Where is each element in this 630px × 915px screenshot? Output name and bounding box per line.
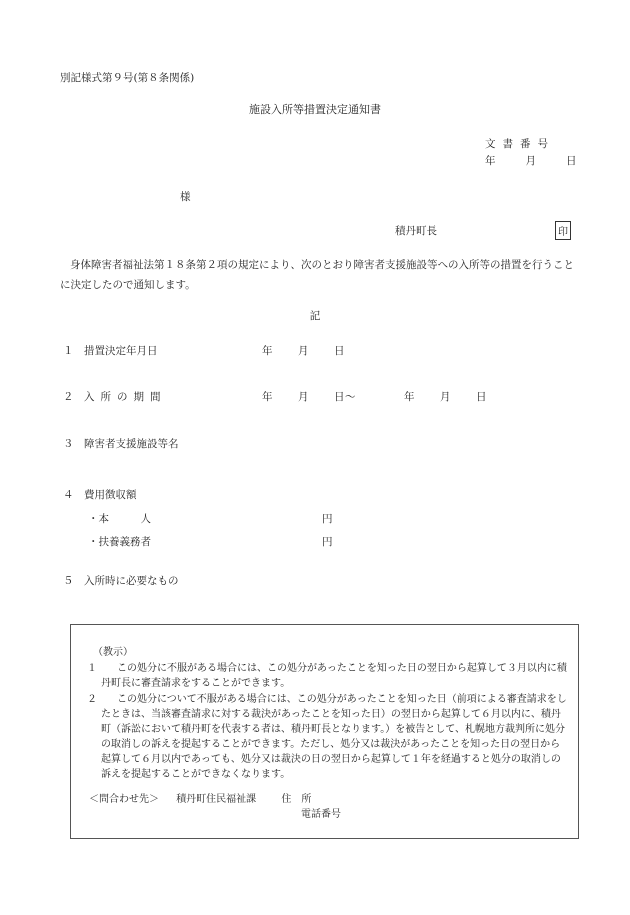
- fee-unit-supporter: 円: [322, 536, 333, 548]
- body-text: 身体障害者福祉法第１８条第２項の規定により、次のとおり障害者支援施設等への入所等の措置を行うことに決定したので通知します。: [60, 259, 574, 291]
- notice-p2-text: この処分について不服がある場合には、この処分があったことを知った日（前項による審査請求をしたときは、当該審査請求に対する裁決があったことを知った日）の翌日から起算して６月以内に、積丹町（訴訟において積丹町を代表する者は、積丹町長となります。）を被告として、札幌地方裁判所に処分の取消しの訴えを提起することができます。ただし、処分又は裁決があったことを知った日の翌日から起算して６月以内であっても、処分又は裁決の日の翌日から起算して１年を経過すると処分の取消しの訴えを提起することができなくなります。: [101, 694, 567, 780]
- addressee-suffix: 様: [180, 191, 191, 203]
- notice-paragraph-2: [87, 692, 567, 782]
- decision-day-label: 日: [334, 345, 345, 357]
- issue-date: [485, 153, 577, 168]
- form-number: 別記様式第９号(第８条関係): [60, 72, 195, 84]
- ki-heading: 記: [309, 310, 321, 322]
- period-end-month-label: 月: [440, 391, 451, 403]
- contact-label: ＜問合わせ先＞: [89, 794, 159, 805]
- period-start-month-label: 月: [298, 391, 309, 403]
- day-label: 日: [566, 155, 577, 167]
- document-number-label: 文書番号: [485, 138, 555, 150]
- fee-item-principal: ・本 人: [88, 513, 151, 525]
- item-label-fee: 費用徴収額: [84, 489, 137, 501]
- contact-department: 積丹町住民福祉課: [176, 794, 257, 805]
- contact-line: [89, 792, 311, 807]
- item-label-admission-period: 入所の期間: [84, 391, 167, 403]
- fee-item-supporter: ・扶養義務者: [88, 536, 151, 548]
- notice-paragraph-1: [87, 661, 567, 691]
- notice-p2-number: ２: [87, 694, 97, 705]
- notice-p1-number: １: [87, 663, 97, 674]
- period-end-day-label: 日: [476, 391, 487, 403]
- seal-mark: 印: [555, 221, 571, 240]
- address-label: 住 所: [281, 794, 312, 805]
- period-start-year-label: 年: [262, 391, 273, 403]
- phone-label: 電話番号: [301, 809, 341, 820]
- fee-unit-principal: 円: [322, 513, 333, 525]
- notice-header: （教示）: [93, 647, 133, 658]
- decision-year-label: 年: [262, 345, 273, 357]
- item-label-required-items: 入所時に必要なもの: [84, 575, 179, 587]
- year-label: 年: [485, 155, 496, 167]
- month-label: 月: [525, 155, 536, 167]
- item-label-decision-date: 措置決定年月日: [84, 345, 158, 357]
- period-tilde: ～: [345, 391, 356, 403]
- item-label-facility-name: 障害者支援施設等名: [84, 438, 179, 450]
- issuer-name: 積丹町長: [395, 225, 437, 237]
- item-number: ３: [63, 438, 74, 450]
- item-number: ２: [63, 391, 74, 403]
- decision-month-label: 月: [298, 345, 309, 357]
- item-number: １: [63, 345, 74, 357]
- item-number: ５: [63, 575, 74, 587]
- period-start-day-label: 日: [334, 391, 345, 403]
- notice-p1-text: この処分に不服がある場合には、この処分があったことを知った日の翌日から起算して３月以内に積丹町長に審査請求をすることができます。: [101, 663, 567, 689]
- item-number: ４: [63, 489, 74, 501]
- notice-box: [70, 624, 579, 839]
- period-end-year-label: 年: [404, 391, 415, 403]
- document-title: 施設入所等措置決定通知書: [249, 103, 381, 116]
